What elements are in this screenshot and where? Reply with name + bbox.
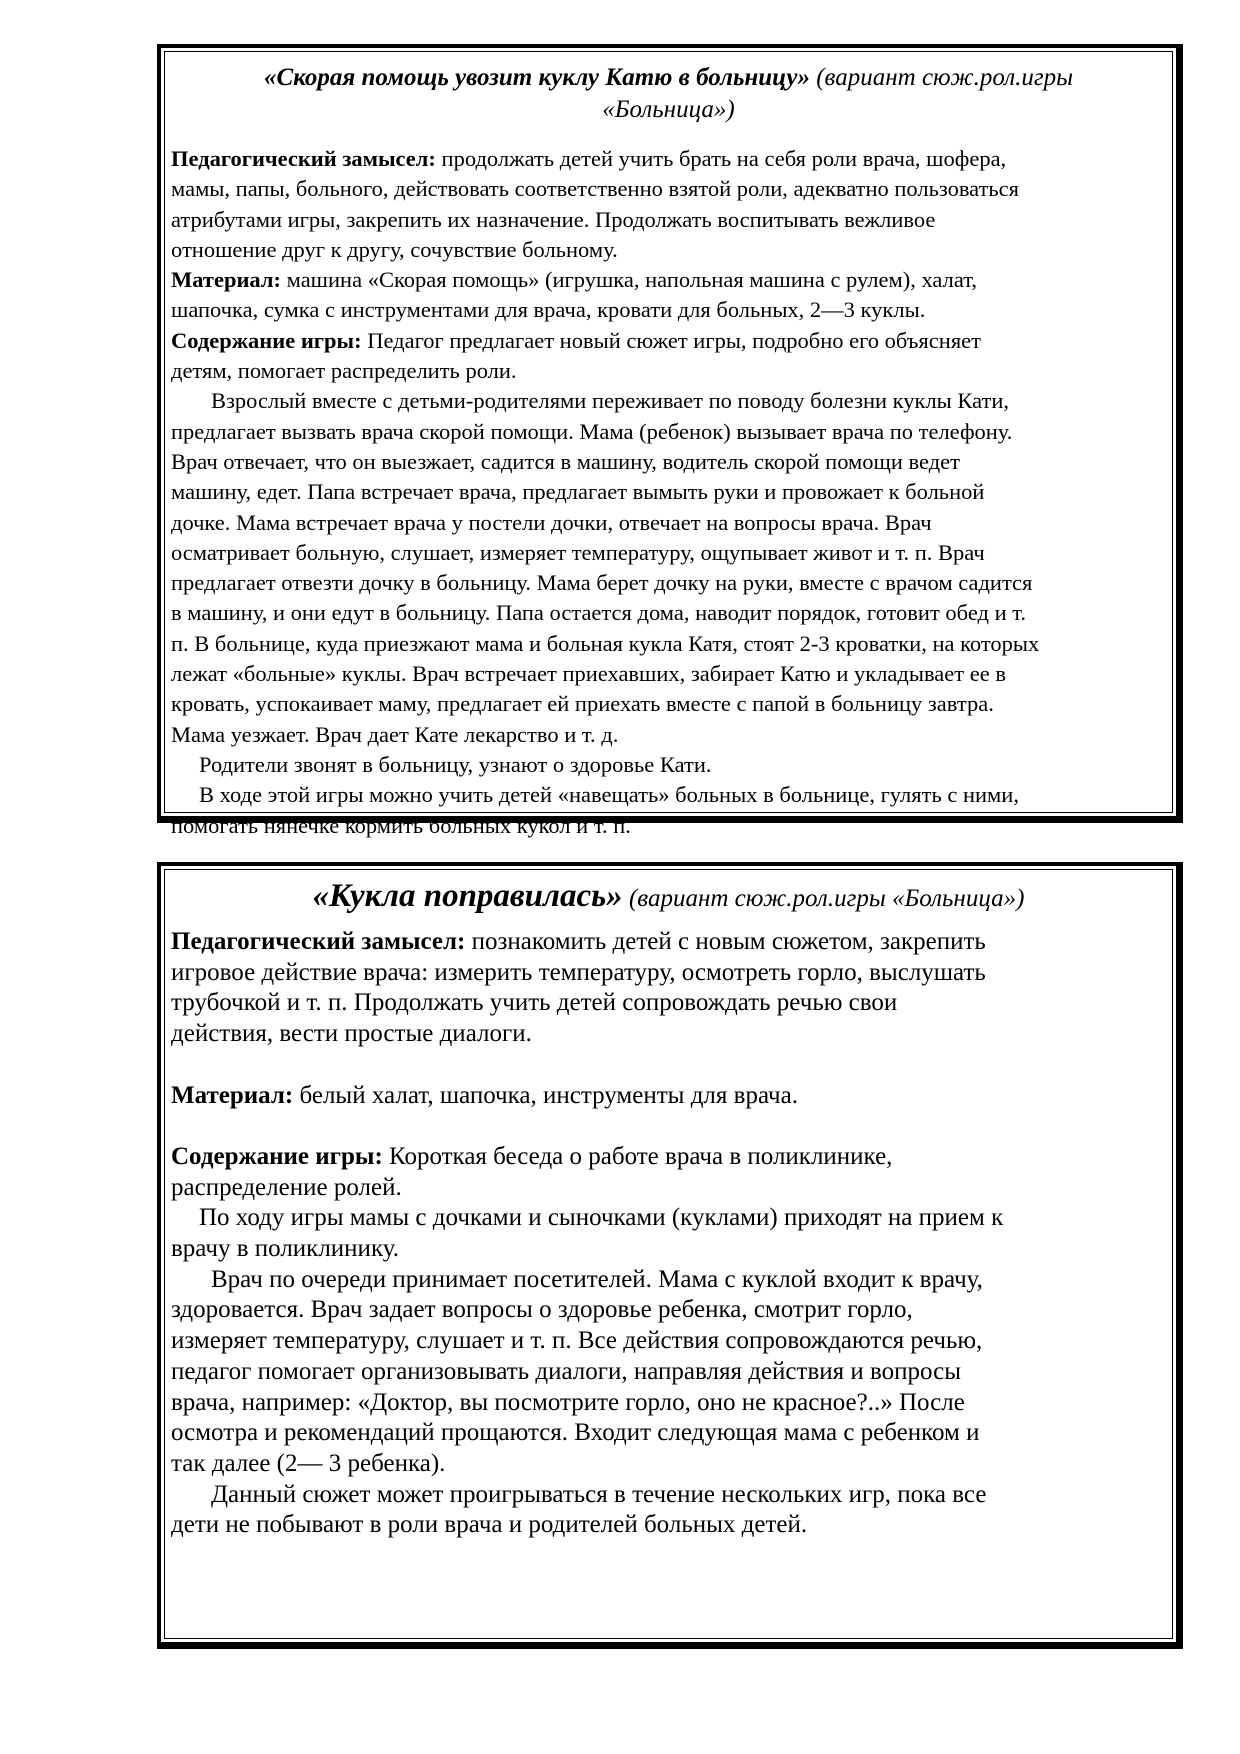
goal-label: Педагогический замысел: bbox=[171, 146, 436, 171]
spacer bbox=[171, 1111, 1166, 1142]
game-card-ambulance bbox=[157, 44, 1183, 838]
title-main: «Скорая помощь увозит куклу Катю в больницу» bbox=[263, 64, 810, 91]
doctor-line: измеряет температуру, слушает и т. п. Все действия сопровождаются речью, bbox=[171, 1327, 983, 1355]
content-text: Педагог предлагает новый сюжет игры, подробно его объясняет bbox=[361, 327, 981, 353]
story-line: в машину, и они едут в больницу. Папа остается дома, наводит порядок, готовит обед и т. bbox=[171, 600, 1027, 626]
story-line: дочке. Мама встречает врача у постели дочки, отвечает на вопросы врача. Врач bbox=[171, 509, 932, 535]
goal-text: познакомить детей с новым сюжетом, закрепить bbox=[465, 928, 986, 955]
story-line: машину, едет. Папа встречает врача, предлагает вымыть руки и провожает к больной bbox=[171, 479, 985, 505]
title-subtitle-cont: «Больница») bbox=[602, 96, 735, 123]
goal-text: атрибутами игры, закрепить их назначение. Продолжать воспитывать вежливое bbox=[171, 206, 936, 232]
content-text: распределение ролей. bbox=[171, 1173, 402, 1201]
doctor-line: осмотра и рекомендаций прощаются. Входит следующая мама с ребенком и bbox=[171, 1419, 980, 1447]
story-paragraph bbox=[171, 386, 1166, 750]
material-text: шапочка, сумка с инструментами для врача, кровати для больных, 2—3 куклы. bbox=[171, 297, 926, 323]
story-line: кровать, успокаивает маму, предлагает ей приехать вместе с папой в больницу завтра. bbox=[171, 691, 994, 717]
story-line: п. В больнице, куда приезжают мама и больная кукла Катя, стоят 2-3 кроватки, на которых bbox=[171, 630, 1040, 656]
doctor-paragraph bbox=[171, 1265, 1166, 1480]
visit-line: В ходе этой игры можно учить детей «навещать» больных в больнице, гулять с ними, bbox=[199, 782, 1019, 808]
material-label: Материал: bbox=[171, 1081, 294, 1109]
story-line: лежат «больные» куклы. Врач встречает приехавших, забирает Катю и укладывает ее в bbox=[171, 661, 1006, 687]
story-line: Мама уезжает. Врач дает Кате лекарство и т. д. bbox=[171, 721, 619, 747]
content-section bbox=[171, 1142, 1166, 1203]
goal-label: Педагогический замысел: bbox=[171, 928, 466, 955]
goal-text: отношение друг к другу, сочувствие больному. bbox=[171, 236, 618, 262]
goal-section bbox=[171, 144, 1166, 265]
parents-paragraph: Родители звонят в больницу, узнают о здоровье Кати. bbox=[199, 751, 712, 777]
material-section bbox=[171, 265, 1166, 326]
goal-text: действия, вести простые диалоги. bbox=[171, 1020, 532, 1048]
title-subtitle: (вариант сюж.рол.игры bbox=[809, 64, 1074, 91]
game-card-doll-recovered bbox=[157, 862, 1183, 1649]
doctor-line: Врач по очереди принимает посетителей. Мама с куклой входит к врачу, bbox=[211, 1265, 983, 1293]
story-line: предлагает отвезти дочку в больницу. Мама берет дочку на руки, вместе с врачом садится bbox=[171, 570, 1033, 596]
doctor-line: здоровается. Врач задает вопросы о здоровье ребенка, смотрит горло, bbox=[171, 1296, 913, 1324]
doctor-line: так далее (2— 3 ребенка). bbox=[171, 1449, 446, 1477]
spacer bbox=[171, 1050, 1166, 1081]
material-text: белый халат, шапочка, инструменты для врача. bbox=[293, 1081, 798, 1109]
material-text: машина «Скорая помощь» (игрушка, напольная машина с рулем), халат, bbox=[280, 267, 978, 293]
story-line: осматривает больную, слушает, измеряет температуру, ощупывает живот и т. п. Врач bbox=[171, 539, 985, 565]
goal-section bbox=[171, 927, 1166, 1050]
goal-text: трубочкой и т. п. Продолжать учить детей сопровождать речью свои bbox=[171, 989, 898, 1017]
final-paragraph bbox=[171, 1480, 1166, 1541]
goal-text: продолжать детей учить брать на себя роли врача, шофера, bbox=[435, 146, 1007, 171]
final-line: Данный сюжет может проигрываться в течение нескольких игр, пока все bbox=[211, 1480, 987, 1508]
content-label: Содержание игры: bbox=[171, 327, 362, 353]
content-text: детям, помогает распределить роли. bbox=[171, 358, 517, 384]
visit-paragraph bbox=[171, 780, 1166, 841]
moms-line: По ходу игры мамы с дочками и сыночками (куклами) приходят на прием к bbox=[199, 1204, 1004, 1232]
material-section bbox=[171, 1081, 1166, 1112]
card-inner-frame bbox=[164, 869, 1173, 1639]
final-line: дети не побывают в роли врача и родителей больных детей. bbox=[171, 1511, 808, 1539]
doctor-line: врача, например: «Доктор, вы посмотрите горло, оно не красное?..» После bbox=[171, 1388, 965, 1416]
content-section bbox=[171, 326, 1166, 387]
card-title bbox=[171, 58, 1166, 126]
story-line: предлагает вызвать врача скорой помощи. Мама (ребенок) вызывает врача по телефону. bbox=[171, 418, 1013, 444]
content-label: Содержание игры: bbox=[171, 1142, 383, 1170]
goal-text: игровое действие врача: измерить температуру, осмотреть горло, выслушать bbox=[171, 958, 986, 986]
content-text: Короткая беседа о работе врача в поликлинике, bbox=[382, 1142, 893, 1170]
material-label: Материал: bbox=[171, 267, 281, 293]
moms-line: врачу в поликлинику. bbox=[171, 1235, 399, 1262]
title-subtitle: (вариант сюж.рол.игры «Больница») bbox=[622, 885, 1025, 912]
story-line: Взрослый вместе с детьми-родителями переживает по поводу болезни куклы Кати, bbox=[211, 388, 1010, 414]
title-main: «Кукла поправилась» bbox=[312, 878, 623, 914]
doctor-line: педагог помогает организовывать диалоги, направляя действия и вопросы bbox=[171, 1357, 962, 1385]
moms-paragraph bbox=[171, 1203, 1166, 1264]
card-inner-frame bbox=[164, 51, 1173, 838]
goal-text: мамы, папы, больного, действовать соответственно взятой роли, адекватно пользоваться bbox=[171, 176, 1020, 202]
story-line: Врач отвечает, что он выезжает, садится в машину, водитель скорой помощи ведет bbox=[171, 448, 960, 474]
visit-line: помогать нянечке кормить больных кукол и т. п. bbox=[171, 812, 631, 838]
card-title bbox=[171, 876, 1166, 919]
